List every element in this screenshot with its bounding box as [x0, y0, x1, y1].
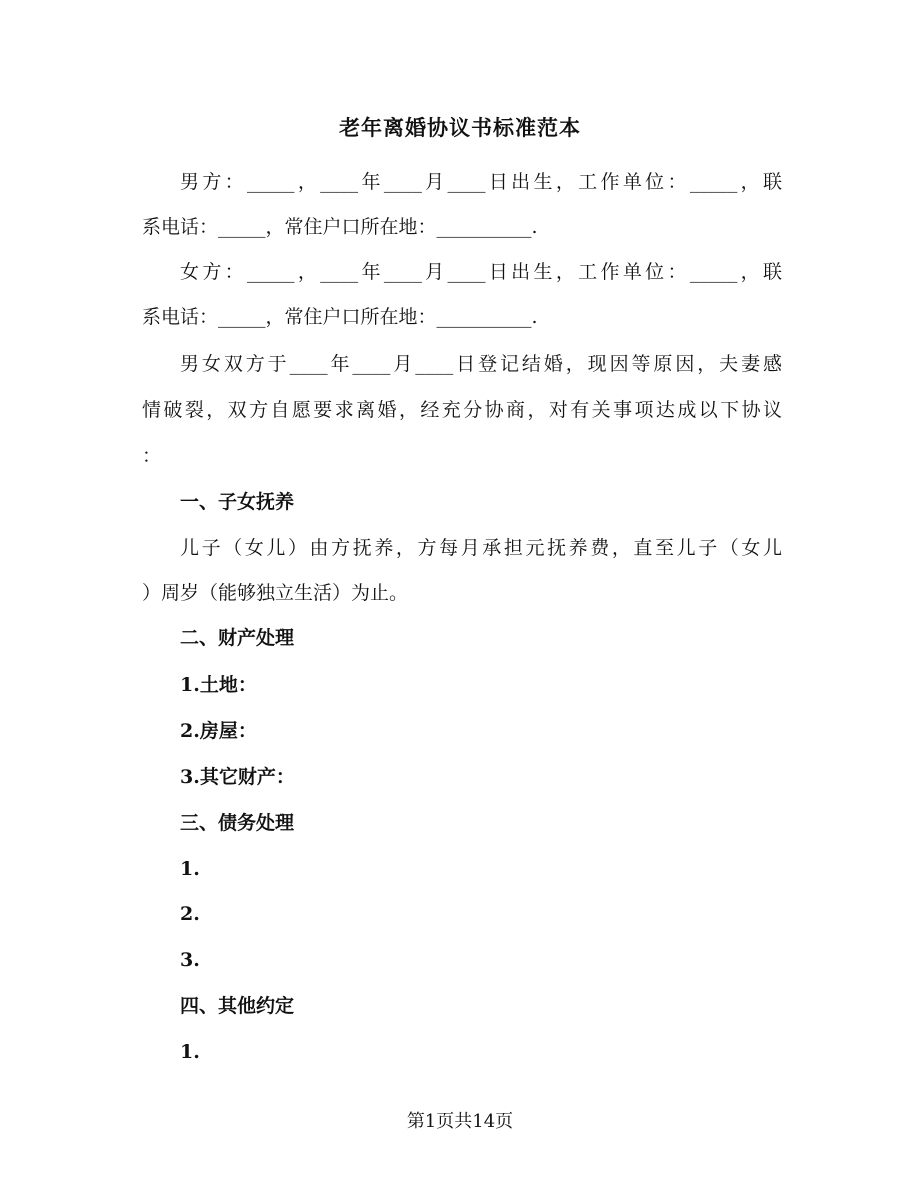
- other-agreement-item-1: 1.: [180, 1041, 200, 1063]
- intro-paragraph-line-1: 男女双方于____年____月____日登记结婚，现因等原因，夫妻感: [180, 353, 782, 375]
- section-heading-property: 二、财产处理: [180, 627, 295, 649]
- property-item-land: 1.土地：: [180, 674, 257, 696]
- male-info-line-1: 男方：_____，____年____月____日出生，工作单位：_____，联: [180, 171, 782, 193]
- debt-item-1: 1.: [180, 858, 200, 880]
- document-title: 老年离婚协议书标准范本: [339, 115, 581, 140]
- male-info-line-2: 系电话：_____，常住户口所在地：__________.: [142, 216, 538, 238]
- section-heading-debt: 三、债务处理: [180, 812, 295, 834]
- child-custody-line-1: 儿子（女儿）由方抚养，方每月承担元抚养费，直至儿子（女儿: [180, 537, 782, 559]
- female-info-line-1: 女方：_____，____年____月____日出生，工作单位：_____，联: [180, 261, 782, 283]
- page-indicator: 第1页共14页: [406, 1111, 514, 1132]
- debt-item-3: 3.: [180, 949, 200, 971]
- female-info-line-2: 系电话：_____，常住户口所在地：__________.: [142, 306, 538, 328]
- child-custody-line-2: ）周岁（能够独立生活）为止。: [142, 582, 409, 604]
- property-item-house: 2.房屋：: [180, 720, 257, 742]
- intro-paragraph-line-2: 情破裂，双方自愿要求离婚，经充分协商，对有关事项达成以下协议: [142, 399, 782, 421]
- section-heading-child-custody: 一、子女抚养: [180, 491, 295, 513]
- property-item-other: 3.其它财产：: [180, 766, 295, 788]
- section-heading-other-agreements: 四、其他约定: [180, 995, 295, 1017]
- intro-paragraph-line-3: ：: [142, 445, 162, 467]
- debt-item-2: 2.: [180, 903, 200, 925]
